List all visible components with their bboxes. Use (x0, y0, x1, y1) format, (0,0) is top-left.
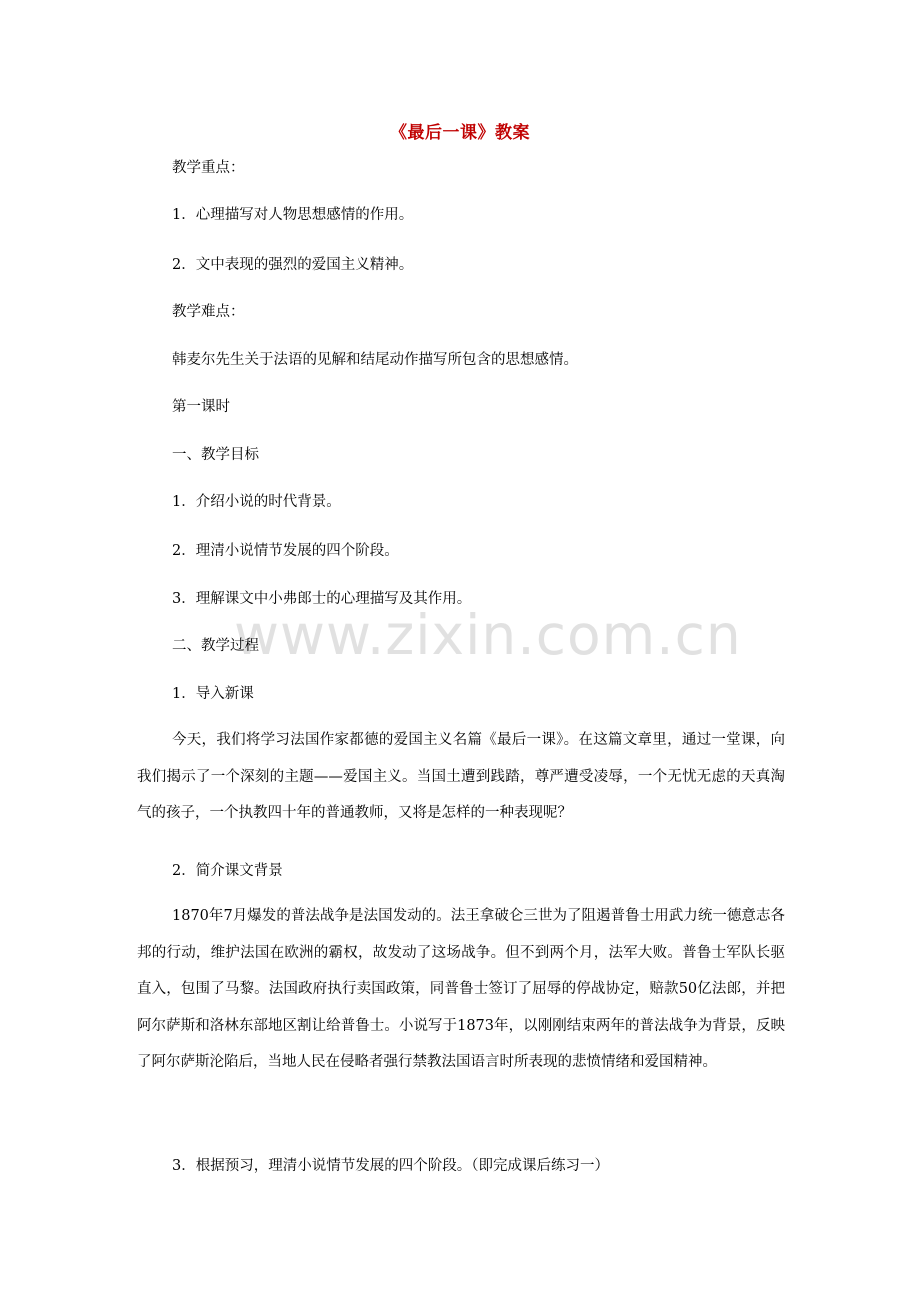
process-heading: 二、教学过程 (172, 638, 259, 654)
goals-heading: 一、教学目标 (172, 447, 259, 463)
difficulty-text: 韩麦尔先生关于法语的见解和结尾动作描写所包含的思想感情。 (172, 352, 578, 368)
difficulty-heading: 教学难点： (172, 304, 245, 320)
goal-1: 1．介绍小说的时代背景。 (172, 494, 341, 510)
goal-3: 3．理解课文中小弗郎士的心理描写及其作用。 (172, 591, 472, 607)
key-point-1: 1．心理描写对人物思想感情的作用。 (172, 207, 414, 223)
watermark: www.zixin.com.cn (234, 603, 742, 667)
document-title: 《最后一课》教案 (390, 123, 530, 143)
step-1-heading: 1．导入新课 (172, 686, 254, 702)
lesson-one-heading: 第一课时 (172, 399, 230, 415)
background-paragraph: 1870年7月爆发的普法战争是法国发动的。法王拿破仑三世为了阻遏普鲁士用武力统一德意志各邦的行动，维护法国在欧洲的霸权，故发动了这场战争。但不到两个月，法军大败。普鲁士军队长驱直入，包围了马黎。法国政府执行卖国政策，同普鲁士签订了屈辱的停战协定，赔款50亿法郎，并把阿尔萨斯和洛林东部地区割让给普鲁士。小说写于1873年，以刚刚结束两年的普法战争为背景，反映了阿尔萨斯沦陷后，当地人民在侵略者强行禁教法国语言时所表现的悲愤情绪和爱国精神。 (137, 908, 785, 1070)
key-points-heading: 教学重点： (172, 160, 245, 176)
goal-2: 2．理清小说情节发展的四个阶段。 (172, 543, 399, 559)
step-2-heading: 2．简介课文背景 (172, 863, 283, 879)
key-point-2: 2．文中表现的强烈的爱国主义精神。 (172, 257, 414, 273)
intro-paragraph: 今天，我们将学习法国作家都德的爱国主义名篇《最后一课》。在这篇文章里，通过一堂课，向我们揭示了一个深刻的主题——爱国主义。当国土遭到践踏，尊严遭受凌辱，一个无忧无虑的天真淘气的孩子，一个执教四十年的普通教师，又将是怎样的一种表现呢？ (137, 732, 785, 821)
step-3-heading: 3．根据预习，理清小说情节发展的四个阶段。（即完成课后练习一） (172, 1158, 609, 1174)
